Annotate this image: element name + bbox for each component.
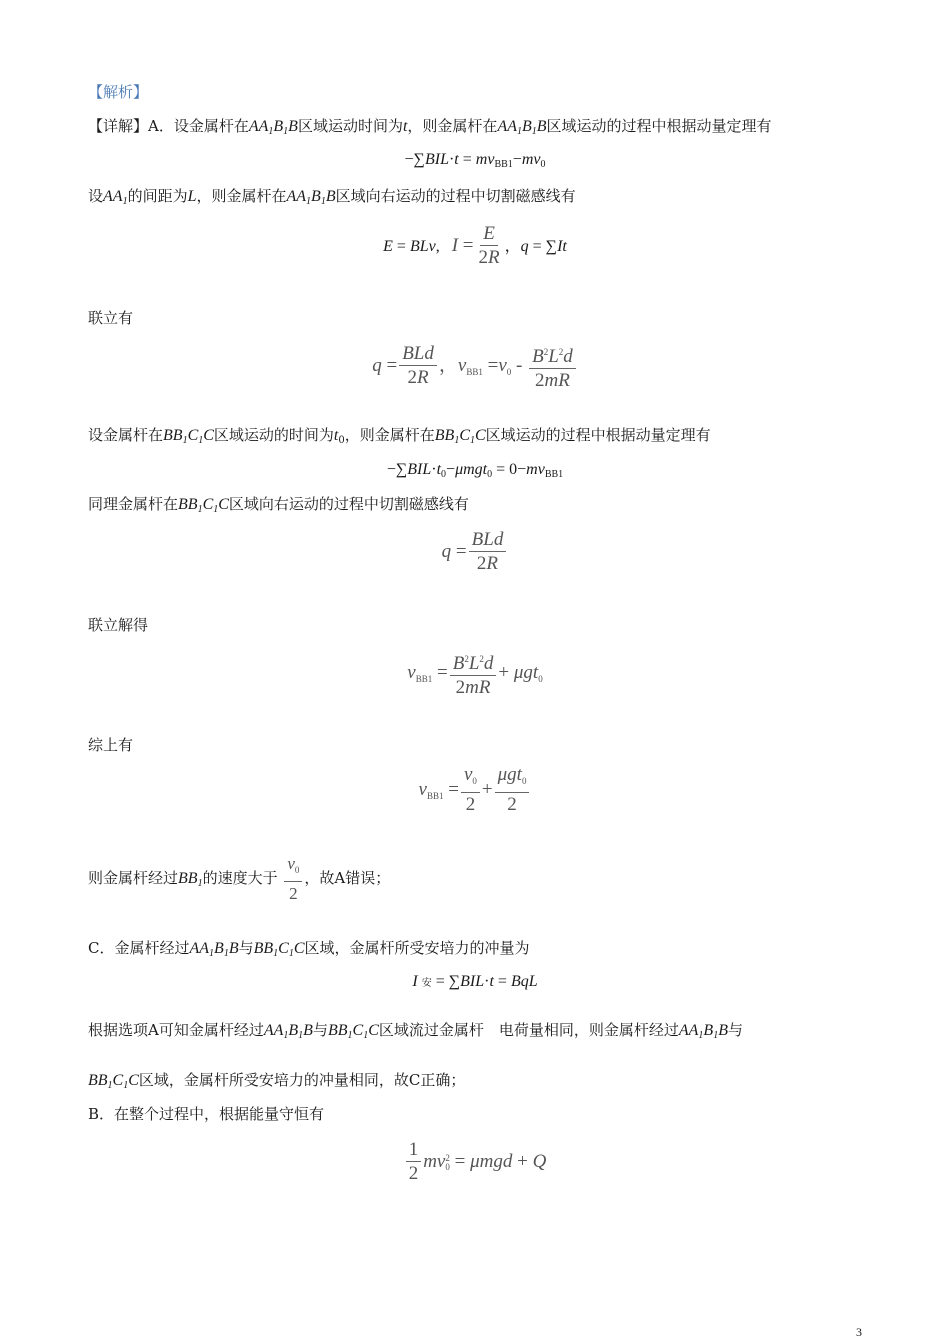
equation-energy: $\frac{1}{2}$ mv 2 0 = μmgd + Q xyxy=(0,1134,950,1190)
paragraph-region-bc: 设金属杆在$BB_1C_1C$区域运动的时间为$t_0$，则金属杆在$BB_1C_1C$区域运动的过程中根据动量定理有 xyxy=(88,426,711,446)
equation-q-vbb1: q = $\frac{\text{BLd}}{2R}$ ，$v_{BB1} =v_0$ - $\frac{B^2L^2d}{2mR}$ xyxy=(0,338,950,400)
text: 【详解】A．设金属杆在 xyxy=(88,117,249,135)
paragraph-conclusion-c: $BB_1C_1C$区域，金属杆所受安培力的冲量相同，故C正确； xyxy=(88,1071,466,1091)
text: 区域向右运动的过程中切割磁感线有 xyxy=(335,187,576,205)
text: 根据选项A可知金属杆经过 xyxy=(88,1021,264,1039)
equation-emf: E = BLv, I = $\frac{E}{2R}$ ，q = ∑It xyxy=(383,223,567,269)
text: 则金属杆经过 xyxy=(88,869,179,887)
text: 同理金属杆在 xyxy=(88,495,179,513)
equation-q-2: q = $\frac{\text{BLd}}{2R}$ xyxy=(0,524,950,580)
text: 与 xyxy=(727,1021,743,1039)
paragraph-option-c: C．金属杆经过$AA_1B_1B$与$BB_1C_1C$区域，金属杆所受安培力的冲量为 xyxy=(88,939,530,959)
text: ，故A错误； xyxy=(304,869,391,887)
text: 与 xyxy=(238,939,254,957)
paragraph-option-b: B．在整个过程中，根据能量守恒有 xyxy=(88,1105,325,1123)
paragraph-distance: 设$AA_1$的间距为L，则金属杆在$AA_1B_1B$区域向右运动的过程中切割磁感线有 xyxy=(88,187,576,207)
equation-vbb1-final: $v_{BB1}$ = $\frac{v_0}{2}$ + $\frac{\mu gt_0}{2}$ xyxy=(0,762,950,824)
text: 的速度大于 xyxy=(202,869,278,887)
equation-momentum-1: $-\sum BIL\cdot t = mv_{BB1}-mv_0$ xyxy=(404,151,546,170)
text: 区域，金属杆所受安培力的冲量为 xyxy=(304,939,530,957)
text: 区域运动时间为 xyxy=(297,117,403,135)
text: 设 xyxy=(88,187,104,205)
text: 区域流过金属杆 电荷量相同，则金属杆经过 xyxy=(378,1021,679,1039)
text: 区域运动的过程中根据动量定理有 xyxy=(546,117,772,135)
paragraph-detail-a: 【详解】A．设金属杆在$AA_1B_1B$区域运动时间为t，则金属杆在$AA_1B_1B$区域运动的过程中根据动量定理有 xyxy=(88,117,772,137)
text: 区域运动的过程中根据动量定理有 xyxy=(485,426,711,444)
text: C．金属杆经过 xyxy=(88,939,190,957)
paragraph-solve: 联立解得 xyxy=(88,616,149,634)
text: 设金属杆在 xyxy=(88,426,164,444)
page-number: 3 xyxy=(856,1325,862,1339)
equation-impulse: I 安 = ∑BIL·t = BqL xyxy=(412,973,538,990)
equation-momentum-2: $-\sum BIL\cdot t_0-\mu mgt_0 = 0-mv_{BB1}$ xyxy=(386,461,564,480)
text: ，则金属杆在 xyxy=(196,187,287,205)
paragraph-conclusion-a: 则金属杆经过$BB_1$的速度大于 $\frac{v_0}{2}$ ，故A错误； xyxy=(88,853,391,903)
paragraph-summary: 综上有 xyxy=(88,736,134,754)
text: ，则金属杆在 xyxy=(344,426,435,444)
paragraph-combine-1: 联立有 xyxy=(88,309,134,327)
text: 区域，金属杆所受安培力的冲量相同，故C正确； xyxy=(138,1071,466,1089)
text: 区域运动的时间为 xyxy=(213,426,334,444)
equation-vbb1-solved: $v_{BB1}$ = $\frac{B^2L^2d}{2mR}$ + μgt$_0$ xyxy=(0,645,950,707)
section-header: 【解析】 xyxy=(88,83,149,101)
paragraph-similarly: 同理金属杆在$BB_1C_1C$区域向右运动的过程中切割磁感线有 xyxy=(88,495,469,515)
text: 的间距为 xyxy=(127,187,188,205)
text: 区域向右运动的过程中切割磁感线有 xyxy=(228,495,469,513)
paragraph-option-a-ref: 根据选项A可知金属杆经过$AA_1B_1B$与$BB_1C_1C$区域流过金属杆 电荷量相同，则金属杆经过$AA_1B_1B$与 xyxy=(88,1021,743,1041)
text: ，则金属杆在 xyxy=(407,117,498,135)
text: 与 xyxy=(312,1021,328,1039)
